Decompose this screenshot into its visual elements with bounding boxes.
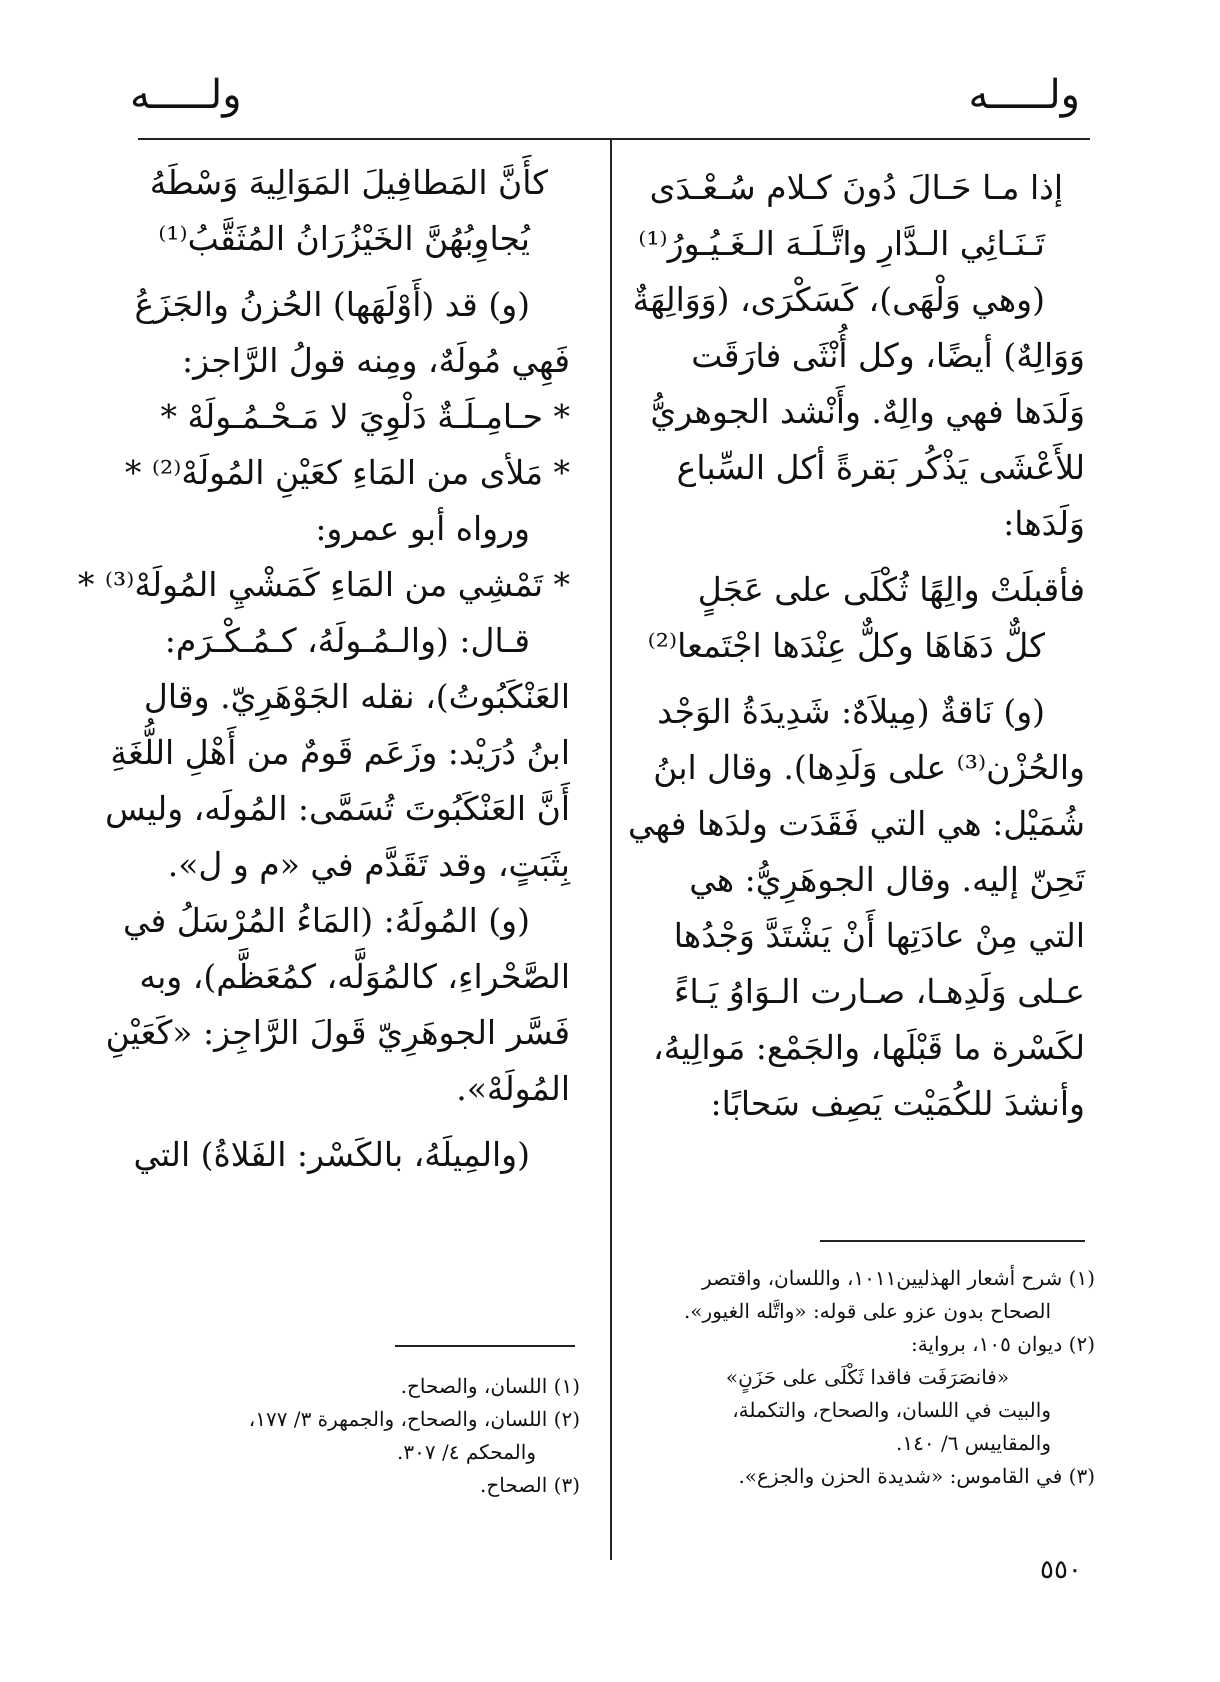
text-line: عـلى وَلَدِهـا، صـارت الـوَاوُ يَـاءً — [673, 972, 1085, 1011]
footnote-line: (١) اللسان، والصحاح. — [400, 1374, 580, 1398]
text-line: كأَنَّ المَطافِيلَ المَوَالِيهَ وَسْطَهُ — [149, 163, 548, 202]
text-line: (والمِيلَهُ، بالكَسْر: الفَلاةُ) التي — [133, 1135, 530, 1174]
text-line: (و) قد (أَوْلَهَها) الحُزنُ والجَزَعُ — [134, 285, 530, 324]
text-line: وَوَالِهٌ) أيضًا، وكل أُنْثَى فارَقَت — [691, 336, 1085, 375]
footnote-rule-left — [395, 1345, 575, 1347]
footnote-line: «فانصَرَفَت فاقدا ثَكْلَى على حَزَنٍ» — [725, 1365, 1010, 1389]
text-line: المُولَهْ». — [456, 1069, 570, 1108]
text-line: شُمَيْل: هي التي فَقَدَت ولدَها فهي — [628, 804, 1085, 843]
left-column-text — [77, 155, 570, 1183]
footnote-rule-right — [820, 1240, 1085, 1242]
text-line: وأنشدَ للكُمَيْت يَصِف سَحابًا: — [710, 1084, 1085, 1123]
page-number: ٥٥٠ — [1040, 1555, 1082, 1585]
text-line: (وهي وَلْهَى)، كَسَكْرَى، (وَوَالِهَةٌ — [632, 280, 1045, 319]
footnote-line: والبيت في اللسان، والصحاح، والتكملة، — [732, 1398, 1051, 1422]
right-column-text — [628, 160, 1085, 1132]
text-line: * مَلأى من المَاءِ كعَيْنِ المُولَهْ⁽²⁾ * — [124, 453, 570, 492]
text-line: قـال: (والـمُـولَهُ، كـمُـكْـرَم: — [164, 621, 530, 660]
text-line: أَنَّ العَنْكَبُوتَ تُسَمَّى: المُولَه، وليس — [105, 789, 570, 828]
text-line: العَنْكَبُوتُ)، نقله الجَوْهَرِيّ. وقال — [143, 677, 570, 716]
text-line: إذا مـا حَـالَ دُونَ كـلام سُـعْـدَى — [649, 168, 1063, 207]
text-line: فأقبلَتْ والِهًا ثُكْلَى على عَجَلٍ — [697, 570, 1085, 609]
text-line: فَهِي مُولَهٌ، ومِنه قولُ الرَّاجز: — [182, 341, 570, 380]
running-header-left: ولـــــه — [130, 72, 242, 118]
text-line: بِثَبَتٍ، وقد تَقَدَّم في «م و ل». — [167, 845, 570, 884]
text-line: تَـنَـائِي الـدَّارِ واتَّـلَـهَ الـغَـيُـورُ⁽¹⁾ — [638, 224, 1045, 263]
running-header-right: ولـــــه — [968, 72, 1080, 118]
footnote-line: والمحكم ٤/ ٣٠٧. — [397, 1440, 536, 1464]
footnote-line: (٣) الصحاح. — [480, 1473, 580, 1497]
text-line: * حـامِـلَـةٌ دَلْوِيَ لا مَـحْـمُـولَهْ * — [160, 397, 570, 436]
footnotes-left — [140, 1370, 580, 1502]
text-line: (و) المُولَهُ: (المَاءُ المُرْسَلُ في — [122, 901, 530, 940]
footnote-line: الصحاح بدون عزو على قوله: «واتَّله الغيور». — [683, 1299, 1051, 1323]
text-line: والحُزْن⁽³⁾ على وَلَدِها). وقال ابنُ — [653, 748, 1085, 787]
text-line: لكَسْرة ما قَبْلَها، والجَمْع: مَوالِيهُ، — [653, 1028, 1085, 1067]
text-line: يُجاوِبُهُنَّ الخَيْزُرَانُ المُثَقَّبُ⁽¹⁾ — [158, 219, 530, 258]
footnote-line: (٢) اللسان، والصحاح، والجمهرة ٣/ ١٧٧، — [248, 1407, 580, 1431]
text-line: التي مِنْ عادَتِها أَنْ يَشْتَدَّ وَجْدُها — [673, 916, 1085, 955]
text-line: ابنُ دُرَيْد: وزَعَم قَومٌ من أَهْلِ اللُّغَةِ — [110, 733, 570, 772]
text-line: فَسَّر الجوهَرِيّ قَولَ الرَّاجِز: «كَعَيْنِ — [105, 1013, 570, 1052]
footnote-line: (٢) ديوان ١٠٥، برواية: — [910, 1332, 1095, 1356]
footnote-line: (١) شرح أشعار الهذليين١٠١١، واللسان، واقتصر — [702, 1266, 1095, 1290]
text-line: ورواه أبو عمرو: — [315, 509, 530, 548]
footnotes-right — [640, 1262, 1095, 1493]
text-line: * تَمْشِي من المَاءِ كَمَشْيِ المُولَهْ⁽³⁾ * — [77, 565, 570, 604]
footnote-line: والمقاييس ٦/ ١٤٠. — [896, 1431, 1051, 1455]
text-line: تَحِنّ إليه. وقال الجوهَرِيُّ: هي — [689, 860, 1085, 899]
header-rule — [138, 138, 1090, 140]
text-line: وَلَدَها فهي والِهٌ. وأَنْشد الجوهريُّ — [650, 392, 1085, 431]
column-divider — [610, 140, 612, 1560]
text-line: الصَّحْراءِ، كالمُوَلَّه، كمُعَظَّم)، وبه — [139, 957, 570, 996]
text-line: وَلَدَها: — [1003, 504, 1085, 543]
text-line: كلٌّ دَهَاهَا وكلٌّ عِنْدَها اجْتَمعا⁽²⁾ — [647, 626, 1045, 665]
text-line: (و) نَاقةٌ (مِيلاَهٌ: شَدِيدَةُ الوَجْد — [657, 692, 1045, 731]
footnote-line: (٣) في القاموس: «شديدة الحزن والجزع». — [738, 1464, 1095, 1488]
text-line: للأَعْشَى يَذْكُر بَقرةً أكل السِّباع — [676, 448, 1085, 487]
